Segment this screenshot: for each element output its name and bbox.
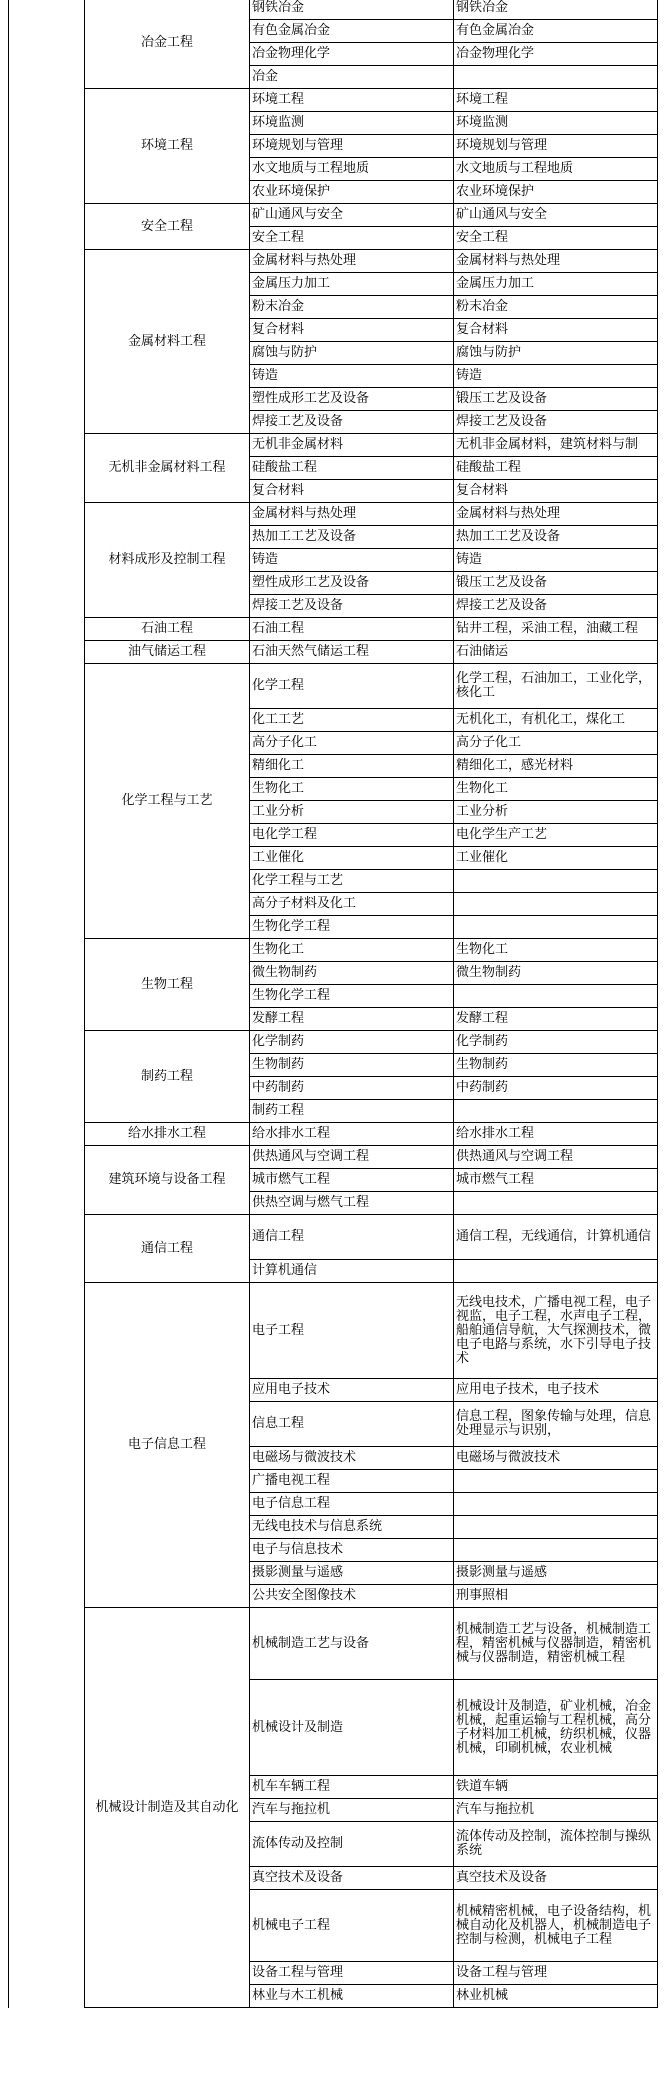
subject-cell: 石油工程 — [250, 618, 454, 641]
former-subject-cell: 冶金物理化学 — [454, 43, 658, 66]
subject-cell: 化学工程 — [250, 664, 454, 709]
former-subject-cell: 铁道车辆 — [454, 1776, 658, 1799]
specialty-table — [8, 0, 658, 2008]
subject-cell: 塑性成形工艺及设备 — [250, 388, 454, 411]
subject-cell: 化学制药 — [250, 1031, 454, 1054]
former-subject-cell — [454, 985, 658, 1008]
subject-cell: 高分子化工 — [250, 732, 454, 755]
former-subject-cell: 机械设计及制造，矿业机械，冶金机械，起重运输与工程机械，高分子材料加工机械，纺织机械，仪器机械，印刷机械，农业机械 — [454, 1680, 658, 1776]
former-subject-cell: 微生物制药 — [454, 962, 658, 985]
subject-cell: 环境规划与管理 — [250, 135, 454, 158]
category-cell: 建筑环境与设备工程 — [85, 1146, 250, 1215]
subject-cell: 真空技术及设备 — [250, 1867, 454, 1890]
former-subject-cell — [454, 1100, 658, 1123]
table-row — [9, 0, 658, 20]
former-subject-cell: 锻压工艺及设备 — [454, 572, 658, 595]
former-subject-cell — [454, 1192, 658, 1215]
subject-cell: 应用电子技术 — [250, 1379, 454, 1402]
subject-cell: 金属材料与热处理 — [250, 250, 454, 273]
subject-cell: 摄影测量与遥感 — [250, 1562, 454, 1585]
former-subject-cell: 流体传动及控制，流体控制与操纵系统 — [454, 1822, 658, 1867]
subject-cell: 冶金物理化学 — [250, 43, 454, 66]
former-subject-cell: 生物化工 — [454, 939, 658, 962]
former-subject-cell — [454, 1260, 658, 1283]
table-row — [9, 1608, 658, 1680]
category-cell: 生物工程 — [85, 939, 250, 1031]
subject-cell: 信息工程 — [250, 1402, 454, 1447]
table-row — [9, 1146, 658, 1169]
subject-cell: 铸造 — [250, 365, 454, 388]
former-subject-cell: 无机化工，有机化工，煤化工 — [454, 709, 658, 732]
former-subject-cell: 电化学生产工艺 — [454, 824, 658, 847]
subject-cell: 热加工工艺及设备 — [250, 526, 454, 549]
former-subject-cell: 无机非金属材料，建筑材料与制 — [454, 434, 658, 457]
category-cell: 油气储运工程 — [85, 641, 250, 664]
subject-cell: 冶金 — [250, 66, 454, 89]
former-subject-cell: 有色金属冶金 — [454, 20, 658, 43]
former-subject-cell: 热加工工艺及设备 — [454, 526, 658, 549]
subject-cell: 机械设计及制造 — [250, 1680, 454, 1776]
subject-cell: 机械制造工艺与设备 — [250, 1608, 454, 1680]
left-column — [9, 0, 85, 2008]
subject-cell: 焊接工艺及设备 — [250, 411, 454, 434]
former-subject-cell: 化学制药 — [454, 1031, 658, 1054]
table-row — [9, 664, 658, 709]
subject-cell: 流体传动及控制 — [250, 1822, 454, 1867]
former-subject-cell: 真空技术及设备 — [454, 1867, 658, 1890]
subject-cell: 生物化工 — [250, 778, 454, 801]
subject-cell: 计算机通信 — [250, 1260, 454, 1283]
category-cell: 制药工程 — [85, 1031, 250, 1123]
former-subject-cell — [454, 1516, 658, 1539]
former-subject-cell: 摄影测量与遥感 — [454, 1562, 658, 1585]
subject-cell: 林业与木工机械 — [250, 1985, 454, 2008]
former-subject-cell — [454, 66, 658, 89]
subject-cell: 腐蚀与防护 — [250, 342, 454, 365]
former-subject-cell: 工业催化 — [454, 847, 658, 870]
table-row — [9, 250, 658, 273]
table-row — [9, 1123, 658, 1146]
subject-cell: 生物化工 — [250, 939, 454, 962]
subject-cell: 复合材料 — [250, 319, 454, 342]
table-row — [9, 1031, 658, 1054]
table-row — [9, 618, 658, 641]
former-subject-cell: 机械制造工艺与设备，机械制造工程，精密机械与仪器制造，精密机械与仪器制造，精密机械工程 — [454, 1608, 658, 1680]
former-subject-cell: 无线电技术，广播电视工程，电子视监，电子工程，水声电子工程，船舶通信导航，大气探测技术，微电子电路与系统，水下引导电子技术 — [454, 1283, 658, 1379]
subject-cell: 化工工艺 — [250, 709, 454, 732]
former-subject-cell: 应用电子技术，电子技术 — [454, 1379, 658, 1402]
former-subject-cell: 金属压力加工 — [454, 273, 658, 296]
former-subject-cell — [454, 1470, 658, 1493]
former-subject-cell: 复合材料 — [454, 319, 658, 342]
subject-cell: 铸造 — [250, 549, 454, 572]
specialty-table-frame — [8, 0, 664, 2099]
former-subject-cell: 金属材料与热处理 — [454, 250, 658, 273]
former-subject-cell: 机械精密机械，电子设备结构，机械自动化及机器人，机械制造电子控制与检测，机械电子工程 — [454, 1890, 658, 1962]
subject-cell: 精细化工 — [250, 755, 454, 778]
former-subject-cell: 通信工程，无线通信，计算机通信 — [454, 1215, 658, 1260]
subject-cell: 石油天然气储运工程 — [250, 641, 454, 664]
former-subject-cell: 生物化工 — [454, 778, 658, 801]
former-subject-cell: 电磁场与微波技术 — [454, 1447, 658, 1470]
table-row — [9, 1215, 658, 1260]
subject-cell: 给水排水工程 — [250, 1123, 454, 1146]
subject-cell: 电磁场与微波技术 — [250, 1447, 454, 1470]
subject-cell: 供热通风与空调工程 — [250, 1146, 454, 1169]
former-subject-cell: 供热通风与空调工程 — [454, 1146, 658, 1169]
former-subject-cell: 腐蚀与防护 — [454, 342, 658, 365]
category-cell: 通信工程 — [85, 1215, 250, 1283]
table-row — [9, 503, 658, 526]
former-subject-cell: 硅酸盐工程 — [454, 457, 658, 480]
subject-cell: 矿山通风与安全 — [250, 204, 454, 227]
subject-cell: 供热空调与燃气工程 — [250, 1192, 454, 1215]
former-subject-cell: 锻压工艺及设备 — [454, 388, 658, 411]
category-cell: 电子信息工程 — [85, 1283, 250, 1608]
subject-cell: 金属压力加工 — [250, 273, 454, 296]
subject-cell: 生物制药 — [250, 1054, 454, 1077]
table-row — [9, 1283, 658, 1379]
former-subject-cell: 铸造 — [454, 549, 658, 572]
former-subject-cell: 矿山通风与安全 — [454, 204, 658, 227]
subject-cell: 无机非金属材料 — [250, 434, 454, 457]
subject-cell: 制药工程 — [250, 1100, 454, 1123]
subject-cell: 环境监测 — [250, 112, 454, 135]
subject-cell: 发酵工程 — [250, 1008, 454, 1031]
subject-cell: 复合材料 — [250, 480, 454, 503]
subject-cell: 生物化学工程 — [250, 985, 454, 1008]
category-cell: 石油工程 — [85, 618, 250, 641]
former-subject-cell: 工业分析 — [454, 801, 658, 824]
former-subject-cell — [454, 1493, 658, 1516]
subject-cell: 通信工程 — [250, 1215, 454, 1260]
former-subject-cell — [454, 870, 658, 893]
subject-cell: 生物化学工程 — [250, 916, 454, 939]
table-row — [9, 641, 658, 664]
subject-cell: 广播电视工程 — [250, 1470, 454, 1493]
category-cell: 安全工程 — [85, 204, 250, 250]
subject-cell: 汽车与拖拉机 — [250, 1799, 454, 1822]
former-subject-cell: 发酵工程 — [454, 1008, 658, 1031]
former-subject-cell: 化学工程，石油加工，工业化学，核化工 — [454, 664, 658, 709]
subject-cell: 设备工程与管理 — [250, 1962, 454, 1985]
former-subject-cell: 高分子化工 — [454, 732, 658, 755]
subject-cell: 电化学工程 — [250, 824, 454, 847]
former-subject-cell: 城市燃气工程 — [454, 1169, 658, 1192]
subject-cell: 硅酸盐工程 — [250, 457, 454, 480]
subject-cell: 安全工程 — [250, 227, 454, 250]
table-row — [9, 939, 658, 962]
subject-cell: 化学工程与工艺 — [250, 870, 454, 893]
former-subject-cell: 钢铁冶金 — [454, 0, 658, 20]
former-subject-cell: 中药制药 — [454, 1077, 658, 1100]
subject-cell: 焊接工艺及设备 — [250, 595, 454, 618]
category-cell: 金属材料工程 — [85, 250, 250, 434]
subject-cell: 粉末冶金 — [250, 296, 454, 319]
category-cell: 无机非金属材料工程 — [85, 434, 250, 503]
former-subject-cell: 钻井工程，采油工程，油藏工程 — [454, 618, 658, 641]
subject-cell: 中药制药 — [250, 1077, 454, 1100]
subject-cell: 水文地质与工程地质 — [250, 158, 454, 181]
subject-cell: 工业分析 — [250, 801, 454, 824]
former-subject-cell: 环境监测 — [454, 112, 658, 135]
former-subject-cell: 信息工程，图象传输与处理，信息处理显示与识别， — [454, 1402, 658, 1447]
former-subject-cell: 汽车与拖拉机 — [454, 1799, 658, 1822]
former-subject-cell — [454, 893, 658, 916]
subject-cell: 农业环境保护 — [250, 181, 454, 204]
table-row — [9, 434, 658, 457]
former-subject-cell: 石油储运 — [454, 641, 658, 664]
subject-cell: 钢铁冶金 — [250, 0, 454, 20]
category-cell: 给水排水工程 — [85, 1123, 250, 1146]
former-subject-cell: 水文地质与工程地质 — [454, 158, 658, 181]
former-subject-cell: 焊接工艺及设备 — [454, 595, 658, 618]
former-subject-cell: 精细化工，感光材料 — [454, 755, 658, 778]
former-subject-cell: 设备工程与管理 — [454, 1962, 658, 1985]
subject-cell: 公共安全图像技术 — [250, 1585, 454, 1608]
subject-cell: 城市燃气工程 — [250, 1169, 454, 1192]
subject-cell: 微生物制药 — [250, 962, 454, 985]
subject-cell: 无线电技术与信息系统 — [250, 1516, 454, 1539]
former-subject-cell: 焊接工艺及设备 — [454, 411, 658, 434]
subject-cell: 机械电子工程 — [250, 1890, 454, 1962]
former-subject-cell: 给水排水工程 — [454, 1123, 658, 1146]
subject-cell: 环境工程 — [250, 89, 454, 112]
former-subject-cell: 环境工程 — [454, 89, 658, 112]
subject-cell: 塑性成形工艺及设备 — [250, 572, 454, 595]
former-subject-cell: 农业环境保护 — [454, 181, 658, 204]
subject-cell: 机车车辆工程 — [250, 1776, 454, 1799]
subject-cell: 有色金属冶金 — [250, 20, 454, 43]
former-subject-cell — [454, 916, 658, 939]
former-subject-cell: 刑事照相 — [454, 1585, 658, 1608]
subject-cell: 金属材料与热处理 — [250, 503, 454, 526]
category-cell: 材料成形及控制工程 — [85, 503, 250, 618]
category-cell: 冶金工程 — [85, 0, 250, 89]
former-subject-cell — [454, 1539, 658, 1562]
former-subject-cell: 生物制药 — [454, 1054, 658, 1077]
former-subject-cell: 粉末冶金 — [454, 296, 658, 319]
former-subject-cell: 复合材料 — [454, 480, 658, 503]
subject-cell: 高分子材料及化工 — [250, 893, 454, 916]
former-subject-cell: 铸造 — [454, 365, 658, 388]
former-subject-cell: 金属材料与热处理 — [454, 503, 658, 526]
former-subject-cell: 安全工程 — [454, 227, 658, 250]
subject-cell: 电子信息工程 — [250, 1493, 454, 1516]
subject-cell: 电子与信息技术 — [250, 1539, 454, 1562]
category-cell: 化学工程与工艺 — [85, 664, 250, 939]
former-subject-cell: 林业机械 — [454, 1985, 658, 2008]
category-cell: 环境工程 — [85, 89, 250, 204]
former-subject-cell: 环境规划与管理 — [454, 135, 658, 158]
category-cell: 机械设计制造及其自动化 — [85, 1608, 250, 2008]
table-row — [9, 204, 658, 227]
subject-cell: 电子工程 — [250, 1283, 454, 1379]
table-row — [9, 89, 658, 112]
subject-cell: 工业催化 — [250, 847, 454, 870]
